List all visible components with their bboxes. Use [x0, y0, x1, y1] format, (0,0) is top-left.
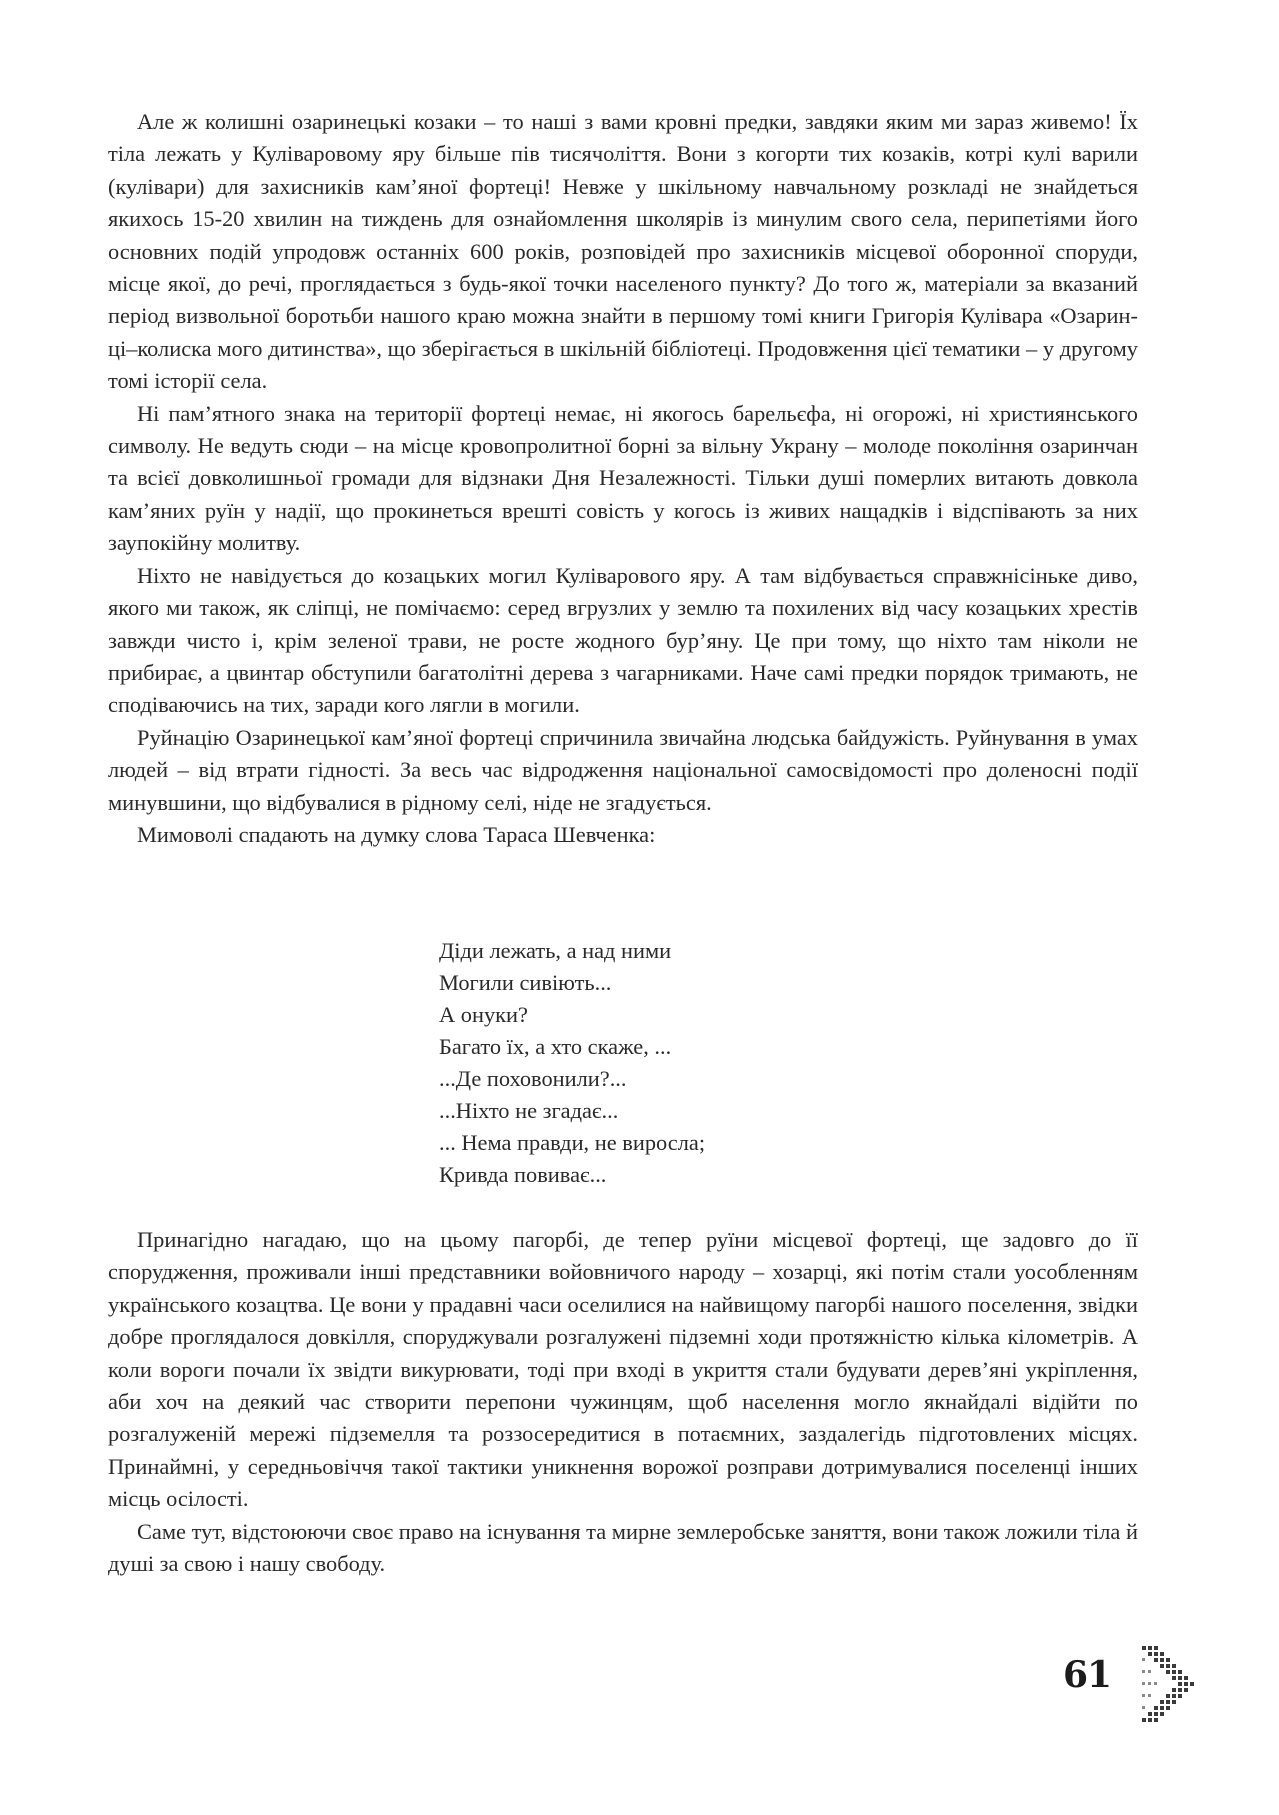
body-text-top [108, 106, 1138, 851]
paragraph: Руйнацію Озаринецької кам’яної фортеці спричинила звичайна людська байдужість. Руйнування в умах людей – від втрати гідності. За весь час відродження національної самосвідомості про доленосні події минувшини, що відбувалися в рідному селі, ніде не згадується. [108, 724, 1138, 815]
paragraph: Саме тут, відстоюючи своє право на існування та мирне землеробське заняття, вони також ложили тіла й душі за свою і нашу свободу. [108, 1518, 1138, 1577]
body-text-bottom [108, 1224, 1138, 1580]
poem-line: А онуки? [439, 1002, 528, 1027]
poem-line: ...Ніхто не згадає... [439, 1098, 619, 1123]
poem-line: ... Нема правди, не виросла; [439, 1130, 706, 1155]
paragraph: Принагідно нагадаю, що на цьому пагорбі, де тепер руїни місцевої фортеці, ще задовго до її спорудження, проживали інші представники войовничого народу – хозарці, які потім стали уособленням українського козацтва. Це вони у прадавні часи оселилися на найвищому пагорбі нашого поселення, звідки добре проглядалося довкілля, споруджували розгалужені підземні ходи протяжністю кілька кілометрів. А коли вороги почали їх звідти викурювати, тоді при вході в укриття стали будувати дерев’яні укріплення, аби хоч на деякий час створити перепони чужинцям, щоб населення могло якнайдалі відійти по розгалуженій мережі підземелля та роззосередитися в потаємних, заздалегідь підготовлених місцях. Принаймні, у середньовіччя такої тактики уникнення ворожої розправи дотримувалися поселенці інших місць осілості. [108, 1227, 1138, 1512]
embroidery-ornament-icon [1140, 1644, 1196, 1724]
paragraph: Мимоволі спадають на думку слова Тараса Шевченка: [137, 821, 656, 847]
paragraph: Але ж колишні озаринецькі козаки – то наші з вами кровні предки, завдяки яким ми зараз живемо! Їх тіла лежать у Куліваровому яру більше пів тисячоліття. Вони з когорти тих козаків, котрі кулі варили (кулівари) для захисників кам’яної фортеці! Невже у шкільному навчальному розкладі не знайдеться якихось 15-20 хвилин на тиждень для ознайомлення школярів із минулим свого села, перипетіями його основних подій упродовж останніх 600 років, розповідей про захисників місцевої оборонної споруди, місце якої, до речі, проглядається з будь-якої точки населеного пункту? До того ж, матеріали за вказаний період визвольної боротьби нашого краю можна знайти в першому томі книги Григорія Кулівара «Озаринці–колиска мого дитинства», що зберігається в шкільній бібліотеці. Продовження цієї тематики – у другому томі історії села. [108, 109, 1138, 394]
poem-line: Могили сивіють... [439, 970, 612, 995]
paragraph: Ніхто не навідується до козацьких могил Куліварового яру. А там відбувається справжнісіньке диво, якого ми також, як сліпці, не помічаємо: серед вгрузлих у землю та похилених від часу козацьких хрестів завжди чисто і, крім зеленої трави, не росте жодного бур’яну. Це при тому, що ніхто там ніколи не прибирає, а цвинтар обступили багатолітні дерева з чагарниками. Наче самі предки порядок тримають, не сподіваючись на тих, заради кого лягли в могили. [108, 562, 1138, 718]
poem-line: Діди лежать, а над ними [439, 938, 672, 963]
poem-line: ...Де поховонили?... [439, 1066, 627, 1091]
poem-line: Багато їх, а хто скаже, ... [439, 1034, 672, 1059]
paragraph: Ні пам’ятного знака на території фортеці немає, ні якогось барельєфа, ні огорожі, ні християнського символу. Не ведуть сюди – на місце кровопролитної борні за вільну Украну – молоде покоління озаринчан та всієї довколишньої громади для відзнаки Дня Незалежності. Тільки душі померлих витають довкола кам’яних руїн у надії, що прокинеться врешті совість у когось із живих нащадків і відспівають за них заупокійну молитву. [108, 400, 1138, 556]
poem-quote [439, 935, 705, 1191]
page-number: 61 [1063, 1654, 1112, 1696]
poem-line: Кривда повиває... [439, 1162, 607, 1187]
